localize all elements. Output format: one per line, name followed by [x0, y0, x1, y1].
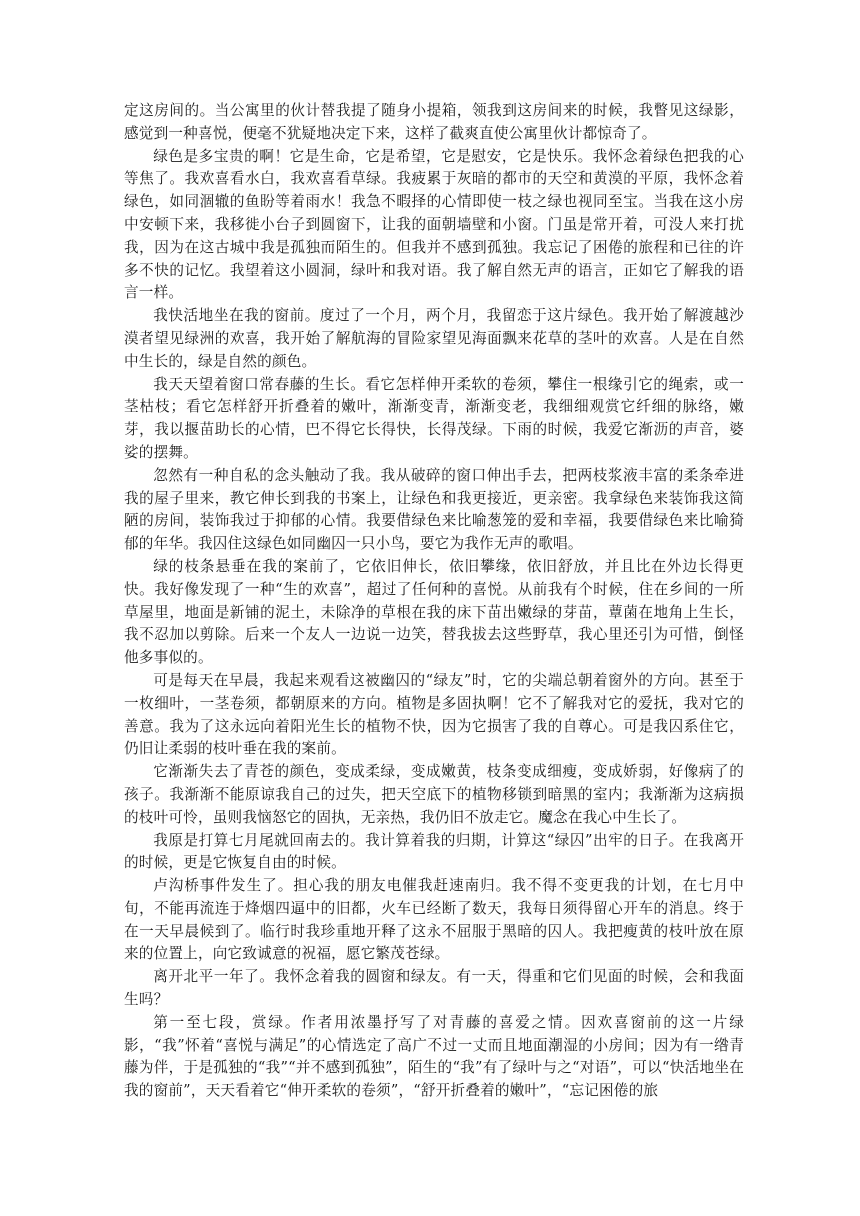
paragraph-12: 第一至七段，赏绿。作者用浓墨抒写了对青藤的喜爱之情。因欢喜窗前的这一片绿影，“我”怀着“喜悦与满足”的心情选定了高广不过一丈而且地面潮湿的小房间；因为有一绺青藤为伴，于是孤独的“我”“并不感到孤独”，陌生的“我”有了绿叶与之“对语”，可以“快活地坐在我的窗前”，天天看着它“伸开柔软的卷须”，“舒开折叠着的嫩叶”，“忘记困倦的旅 [124, 1013, 744, 1100]
paragraph-8: 它渐渐失去了青苍的颜色，变成柔绿，变成嫩黄，枝条变成细瘦，变成娇弱，好像病了的孩子。我渐渐不能原谅我自己的过失，把天空底下的植物移锁到暗黑的室内；我渐渐为这病损的枝叶可怜，虽则我恼怒它的固执，无亲热，我仍旧不放走它。魔念在我心中生长了。 [124, 763, 744, 826]
paragraph-11: 离开北平一年了。我怀念着我的圆窗和绿友。有一天，得重和它们见面的时候，会和我面生吗？ [124, 968, 744, 1009]
paragraph-3: 我快活地坐在我的窗前。度过了一个月，两个月，我留恋于这片绿色。我开始了解渡越沙漠者望见绿洲的欢喜，我开始了解航海的冒险家望见海面飘来花草的茎叶的欢喜。人是在自然中生长的，绿是自然的颜色。 [124, 307, 744, 370]
paragraph-5: 忽然有一种自私的念头触动了我。我从破碎的窗口伸出手去，把两枝浆液丰富的柔条牵进我的屋子里来，教它伸长到我的书案上，让绿色和我更接近，更亲密。我拿绿色来装饰我这简陋的房间，装饰我过于抑郁的心情。我要借绿色来比喻葱笼的爱和幸福，我要借绿色来比喻猗郁的年华。我囚住这绿色如同幽囚一只小鸟，要它为我作无声的歌唱。 [124, 466, 744, 553]
paragraph-1: 定这房间的。当公寓里的伙计替我提了随身小提箱，领我到这房间来的时候，我瞥见这绿影，感觉到一种喜悦，便毫不犹疑地决定下来，这样了截爽直使公寓里伙计都惊奇了。 [124, 102, 744, 142]
paragraph-2: 绿色是多宝贵的啊！它是生命，它是希望，它是慰安，它是快乐。我怀念着绿色把我的心等焦了。我欢喜看水白，我欢喜看草绿。我疲累于灰暗的都市的天空和黄漠的平原，我怀念着绿色，如同涸辙的鱼盼等着雨水！我急不暇择的心情即使一枝之绿也视同至宝。当我在这小房中安顿下来，我移徙小台子到圆窗下，让我的面朝墙壁和小窗。门虽是常开着，可没人来打扰我，因为在这古城中我是孤独而陌生的。但我并不感到孤独。我忘记了困倦的旅程和已往的许多不快的记忆。我望着这小圆洞，绿叶和我对语。我了解自然无声的语言，正如它了解我的语言一样。 [124, 147, 744, 302]
paragraph-4: 我天天望着窗口常春藤的生长。看它怎样伸开柔软的卷须，攀住一根缘引它的绳索，或一茎枯枝；看它怎样舒开折叠着的嫩叶，渐渐变青，渐渐变老，我细细观赏它纤细的脉络，嫩芽，我以揠苗助长的心情，巴不得它长得快，长得茂绿。下雨的时候，我爱它渐沥的声音，婆娑的摆舞。 [124, 375, 744, 461]
paragraph-7: 可是每天在早晨，我起来观看这被幽囚的“绿友”时，它的尖端总朝着窗外的方向。甚至于一枚细叶，一茎卷须，都朝原来的方向。植物是多固执啊！它不了解我对它的爱抚，我对它的善意。我为了这永远向着阳光生长的植物不快，因为它损害了我的自尊心。可是我囚系住它，仍旧让柔弱的枝叶垂在我的案前。 [124, 671, 744, 758]
paragraph-10: 卢沟桥事件发生了。担心我的朋友电催我赶速南归。我不得不变更我的计划，在七月中旬，不能再流连于烽烟四逼中的旧都，火车已经断了数天，我每日须得留心开车的消息。终于在一天早晨候到了。临行时我珍重地开释了这永不屈服于黑暗的囚人。我把瘦黄的枝叶放在原来的位置上，向它致诚意的祝福，愿它繁茂苍绿。 [124, 877, 744, 963]
document-body [124, 100, 744, 1103]
paragraph-6: 绿的枝条悬垂在我的案前了，它依旧伸长，依旧攀缘，依旧舒放，并且比在外边长得更快。我好像发现了一种“生的欢喜”，超过了任何种的喜悦。从前我有个时候，住在乡间的一所草屋里，地面是新铺的泥土，未除净的草根在我的床下苗出嫩绿的芽苗，蕈菌在地角上生长，我不忍加以剪除。后来一个友人一边说一边笑，替我拔去这些野草，我心里还引为可惜，倒怪他多事似的。 [124, 557, 744, 667]
paragraph-9: 我原是打算七月尾就回南去的。我计算着我的归期，计算这“绿囚”出牢的日子。在我离开的时候，更是它恢复自由的时候。 [124, 831, 744, 872]
